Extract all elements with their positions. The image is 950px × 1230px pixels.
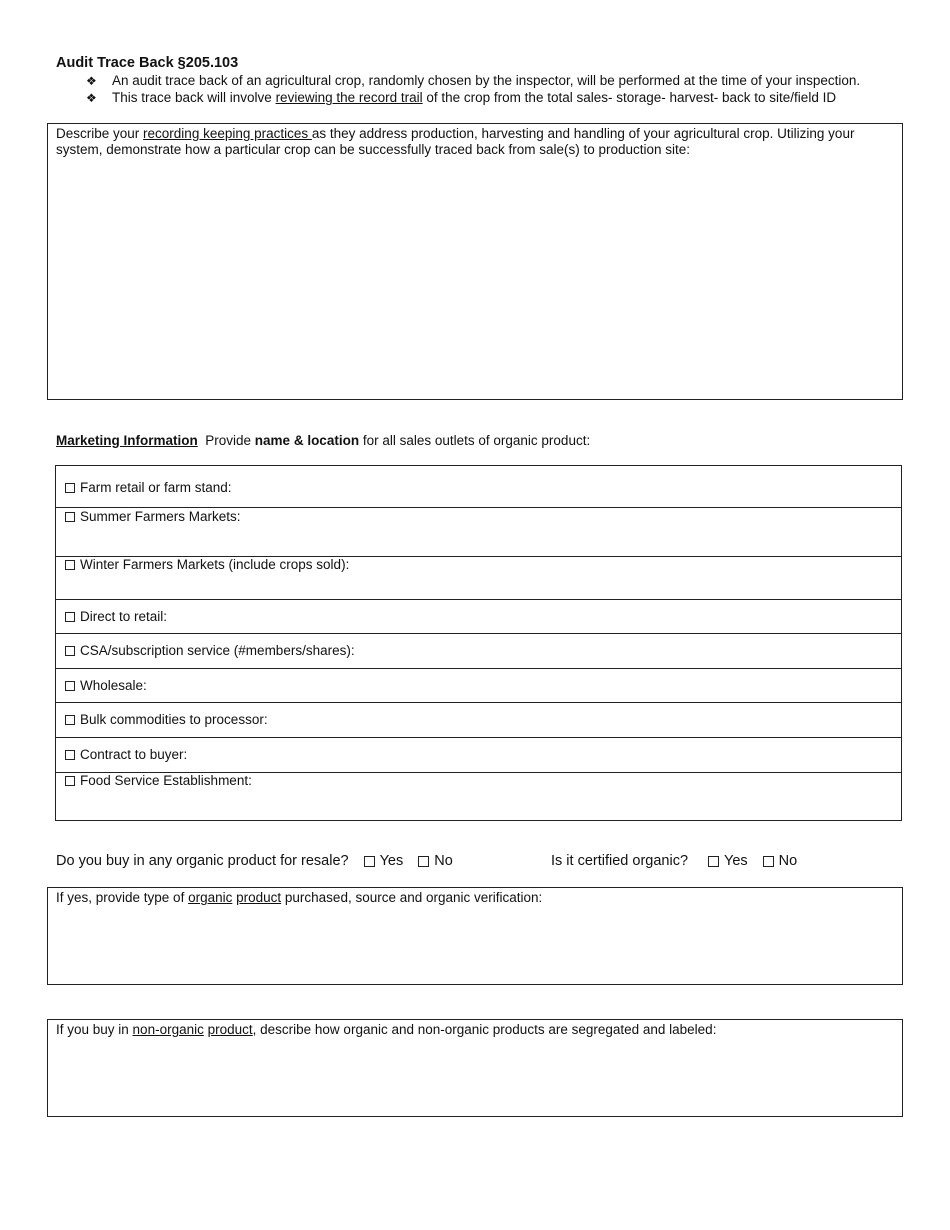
checkbox[interactable] [65, 646, 75, 656]
outlet-row[interactable]: Winter Farmers Markets (include crops sold): [56, 557, 901, 600]
checkbox[interactable] [65, 512, 75, 522]
checkbox[interactable] [65, 483, 75, 493]
non-organic-product-prompt: If you buy in non-organic product, describe how organic and non-organic products are segregated and labeled: [56, 1022, 717, 1037]
outlet-row[interactable]: Summer Farmers Markets: [56, 508, 901, 557]
outlet-row[interactable]: Food Service Establishment: [56, 773, 901, 820]
bullet-diamond-icon: ❖ [86, 91, 97, 105]
resale-no-checkbox[interactable] [418, 856, 429, 867]
certified-question: Is it certified organic? Yes No [551, 853, 798, 869]
page-title: Audit Trace Back §205.103 [56, 55, 239, 71]
checkbox[interactable] [65, 612, 75, 622]
checkbox[interactable] [65, 681, 75, 691]
outlet-row[interactable]: Contract to buyer: [56, 738, 901, 773]
outlet-row[interactable]: Bulk commodities to processor: [56, 703, 901, 738]
non-organic-product-field[interactable] [47, 1019, 903, 1117]
sales-outlets-table [55, 465, 902, 821]
certified-yes-checkbox[interactable] [708, 856, 719, 867]
outlet-row[interactable]: Farm retail or farm stand: [56, 466, 901, 508]
record-keeping-prompt: Describe your recording keeping practices as they address production, harvesting and handling of your agricultural crop. Utilizing your system, demonstrate how a particular crop can be successfully traced back from sale(s) to production site: [56, 126, 855, 157]
checkbox[interactable] [65, 776, 75, 786]
outlet-row[interactable]: Direct to retail: [56, 600, 901, 634]
organic-product-field[interactable] [47, 887, 903, 985]
resale-yes-checkbox[interactable] [364, 856, 375, 867]
bullet-item: ❖ This trace back will involve reviewing the record trail of the crop from the total sales- storage- harvest- back to site/field ID [86, 90, 837, 105]
bullet-diamond-icon: ❖ [86, 74, 97, 88]
marketing-heading: Marketing Information Provide name & location for all sales outlets of organic product: [56, 433, 591, 448]
checkbox[interactable] [65, 560, 75, 570]
organic-product-prompt: If yes, provide type of organic product purchased, source and organic verification: [56, 890, 543, 905]
record-trail-text: reviewing the record trail [275, 90, 423, 105]
outlet-row[interactable]: Wholesale: [56, 669, 901, 703]
checkbox[interactable] [65, 750, 75, 760]
record-keeping-field[interactable] [47, 123, 903, 400]
bullet-item [86, 73, 860, 88]
marketing-title: Marketing Information [56, 433, 198, 448]
outlet-row[interactable]: CSA/subscription service (#members/shares): [56, 634, 901, 669]
bullet-text: An audit trace back of an agricultural crop, randomly chosen by the inspector, will be performed at the time of your inspection. [112, 73, 861, 88]
checkbox[interactable] [65, 715, 75, 725]
certified-no-checkbox[interactable] [763, 856, 774, 867]
resale-question: Do you buy in any organic product for resale? Yes No [56, 853, 453, 869]
